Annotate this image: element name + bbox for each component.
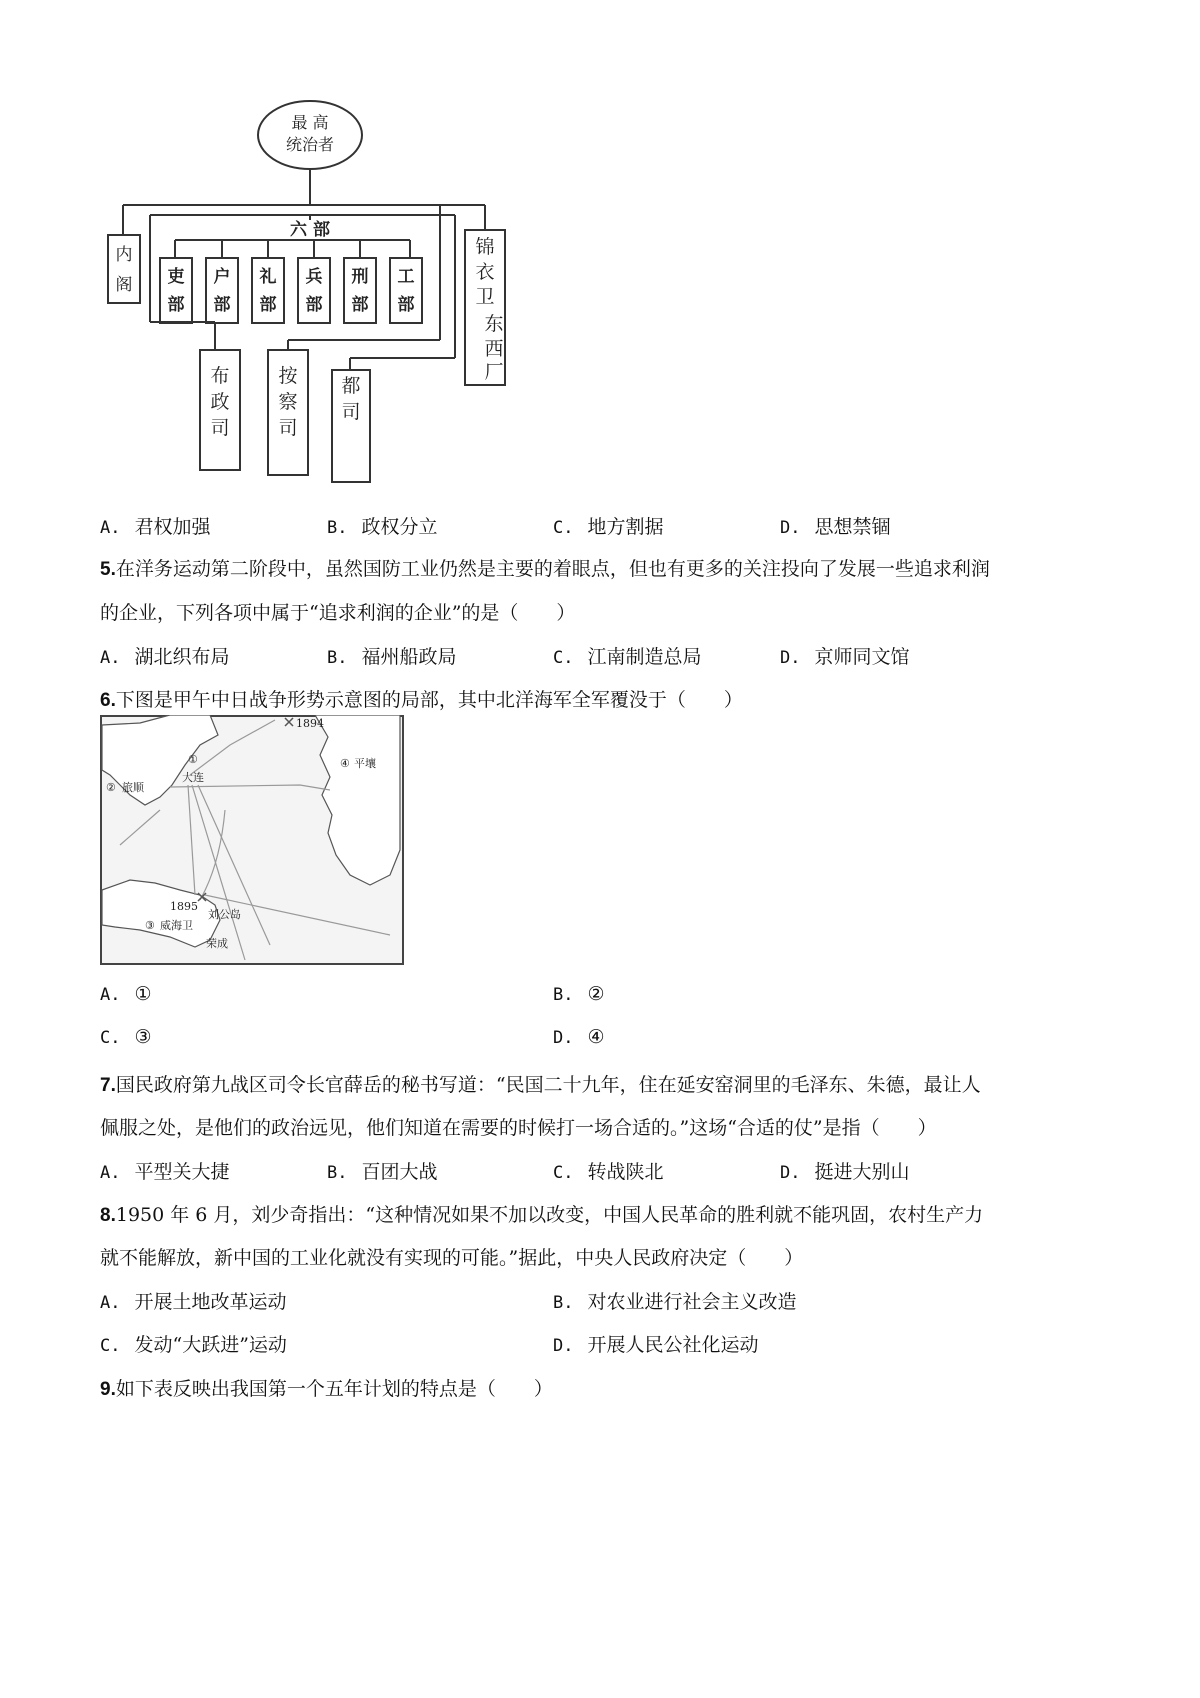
ming-government-diagram <box>100 90 530 530</box>
option-text: ① <box>134 983 152 1005</box>
option-text: 地方割据 <box>587 516 664 538</box>
buzhengsi-char: 布 <box>210 365 230 387</box>
option-text: 转战陕北 <box>587 1161 664 1183</box>
ministry-char: 部 <box>213 295 231 315</box>
option-text: ④ <box>587 1026 605 1048</box>
anchasi-char: 察 <box>278 391 298 413</box>
option-text: 思想禁锢 <box>814 516 891 538</box>
q5-stem-line2: 的企业，下列各项中属于“追求利润的企业”的是（ ） <box>100 602 576 624</box>
option-letter: B. <box>327 518 348 538</box>
option-letter: B. <box>327 1163 348 1183</box>
map-rongcheng: 荣成 <box>206 937 228 950</box>
option-text: 福州船政局 <box>361 646 457 668</box>
map-dalian: 大连 <box>182 771 204 784</box>
option-letter: D. <box>780 648 801 668</box>
map-year-1894: 1894 <box>296 717 324 730</box>
sino-japanese-war-map <box>100 715 404 965</box>
map-liugongdao: 刘公岛 <box>208 908 241 921</box>
q5-option-c[interactable] <box>553 642 702 669</box>
ministry-char: 工 <box>397 267 415 287</box>
q8-option-d[interactable] <box>553 1330 759 1357</box>
option-text: 平型关大捷 <box>134 1161 230 1183</box>
option-text: ③ <box>134 1026 152 1048</box>
option-letter: D. <box>553 1028 574 1048</box>
q6-option-d[interactable] <box>553 1026 605 1048</box>
top-line1: 最 高 <box>291 113 329 132</box>
map-weihaiwei: 威海卫 <box>160 919 193 932</box>
ministry-char: 吏 <box>167 267 185 287</box>
question-text: 1950 年 6 月，刘少奇指出：“这种情况如果不加以改变，中国人民革命的胜利就不能巩固，农村生产力 <box>115 1204 984 1226</box>
option-text: 君权加强 <box>134 516 211 538</box>
dusi-char: 都 <box>341 375 361 397</box>
option-letter: C. <box>553 518 574 538</box>
liubu-label: 六 部 <box>290 220 330 240</box>
option-text: 开展土地改革运动 <box>134 1291 287 1313</box>
option-letter: B. <box>553 1293 574 1313</box>
ministry-char: 礼 <box>259 267 277 287</box>
q8-stem-line1 <box>100 1200 983 1227</box>
map-marker-1: ① <box>188 753 198 766</box>
jinyiwei-char: 衣 <box>475 261 495 283</box>
question-number: 6. <box>100 690 116 711</box>
option-text: 百团大战 <box>361 1161 438 1183</box>
q4-option-b[interactable] <box>327 512 438 539</box>
ministry-char: 部 <box>167 295 185 315</box>
q8-option-c[interactable] <box>100 1330 287 1357</box>
anchasi-char: 司 <box>278 417 298 439</box>
option-text: 京师同文馆 <box>814 646 910 668</box>
q5-option-a[interactable] <box>100 642 230 669</box>
jinyiwei-char: 厂 <box>484 361 504 383</box>
q4-option-c[interactable] <box>553 512 664 539</box>
question-text: 在洋务运动第二阶段中，虽然国防工业仍然是主要的着眼点，但也有更多的关注投向了发展一些追求利润 <box>115 558 990 580</box>
neige-char-1: 内 <box>115 245 133 265</box>
dusi-char: 司 <box>341 401 361 423</box>
q7-option-d[interactable] <box>780 1157 910 1184</box>
ministry-char: 部 <box>351 295 369 315</box>
option-letter: D. <box>780 518 801 538</box>
neige-char-2: 阁 <box>115 275 133 295</box>
option-letter: D. <box>553 1336 574 1356</box>
option-letter: C. <box>553 648 574 668</box>
option-letter: C. <box>553 1163 574 1183</box>
q4-option-a[interactable] <box>100 512 211 539</box>
q5-option-b[interactable] <box>327 642 457 669</box>
q6-option-a[interactable] <box>100 983 152 1005</box>
question-text: 下图是甲午中日战争形势示意图的局部，其中北洋海军全军覆没于（ ） <box>115 689 743 711</box>
map-marker-2: ② <box>106 781 116 794</box>
option-letter: B. <box>327 648 348 668</box>
map-marker-4: ④ <box>340 757 350 770</box>
q7-option-a[interactable] <box>100 1157 230 1184</box>
option-text: 发动“大跃进”运动 <box>134 1334 287 1356</box>
ministry-char: 部 <box>259 295 277 315</box>
buzhengsi-char: 政 <box>210 391 230 413</box>
option-letter: B. <box>553 985 574 1005</box>
question-number: 8. <box>100 1205 116 1226</box>
option-letter: A. <box>100 1163 121 1183</box>
option-letter: A. <box>100 518 121 538</box>
map-lushun: 旅顺 <box>122 781 144 794</box>
q6-option-c[interactable] <box>100 1026 152 1048</box>
question-number: 5. <box>100 559 116 580</box>
question-number: 9. <box>100 1379 116 1400</box>
q8-stem-line2: 就不能解放，新中国的工业化就没有实现的可能。”据此，中央人民政府决定（ ） <box>100 1247 804 1269</box>
option-text: 挺进大别山 <box>814 1161 910 1183</box>
jinyiwei-char: 卫 <box>475 286 495 308</box>
q7-option-c[interactable] <box>553 1157 664 1184</box>
option-letter: D. <box>780 1163 801 1183</box>
q5-option-d[interactable] <box>780 642 910 669</box>
option-letter: C. <box>100 1028 121 1048</box>
buzhengsi-char: 司 <box>210 417 230 439</box>
anchasi-char: 按 <box>278 365 298 387</box>
option-letter: C. <box>100 1336 121 1356</box>
option-text: 江南制造总局 <box>587 646 702 668</box>
map-hancheng: 平壤 <box>354 757 376 770</box>
option-text: 政权分立 <box>361 516 438 538</box>
ministry-char: 户 <box>213 267 231 287</box>
question-text: 国民政府第九战区司令长官薛岳的秘书写道：“民国二十九年，住在延安窑洞里的毛泽东、朱德，最让人 <box>115 1074 981 1096</box>
q9-stem-line1 <box>100 1374 553 1401</box>
q4-option-d[interactable] <box>780 512 891 539</box>
q5-stem-line1 <box>100 554 990 581</box>
map-year-1895: 1895 <box>170 900 198 913</box>
jinyiwei-char: 东 <box>484 313 504 335</box>
ministry-char: 兵 <box>305 267 323 287</box>
option-letter: A. <box>100 985 121 1005</box>
question-text: 如下表反映出我国第一个五年计划的特点是（ ） <box>115 1378 553 1400</box>
jinyiwei-char: 西 <box>484 338 504 360</box>
option-letter: A. <box>100 648 121 668</box>
option-text: ② <box>587 983 605 1005</box>
map-marker-3: ③ <box>145 919 155 932</box>
option-text: 开展人民公社化运动 <box>587 1334 759 1356</box>
option-letter: A. <box>100 1293 121 1313</box>
ministry-char: 部 <box>397 295 415 315</box>
ministry-char: 刑 <box>351 267 369 287</box>
top-line2: 统治者 <box>285 135 335 154</box>
q7-stem-line2: 佩服之处，是他们的政治远见，他们知道在需要的时候打一场合适的。”这场“合适的仗”是指（ ） <box>100 1117 937 1139</box>
q7-stem-line1 <box>100 1070 981 1097</box>
option-text: 对农业进行社会主义改造 <box>587 1291 797 1313</box>
q7-option-b[interactable] <box>327 1157 438 1184</box>
option-text: 湖北织布局 <box>134 646 230 668</box>
ministry-char: 部 <box>305 295 323 315</box>
q6-option-b[interactable] <box>553 983 605 1005</box>
jinyiwei-char: 锦 <box>475 236 495 258</box>
question-number: 7. <box>100 1075 116 1096</box>
q6-stem-line1 <box>100 685 743 712</box>
q8-option-a[interactable] <box>100 1287 287 1314</box>
q8-option-b[interactable] <box>553 1287 797 1314</box>
